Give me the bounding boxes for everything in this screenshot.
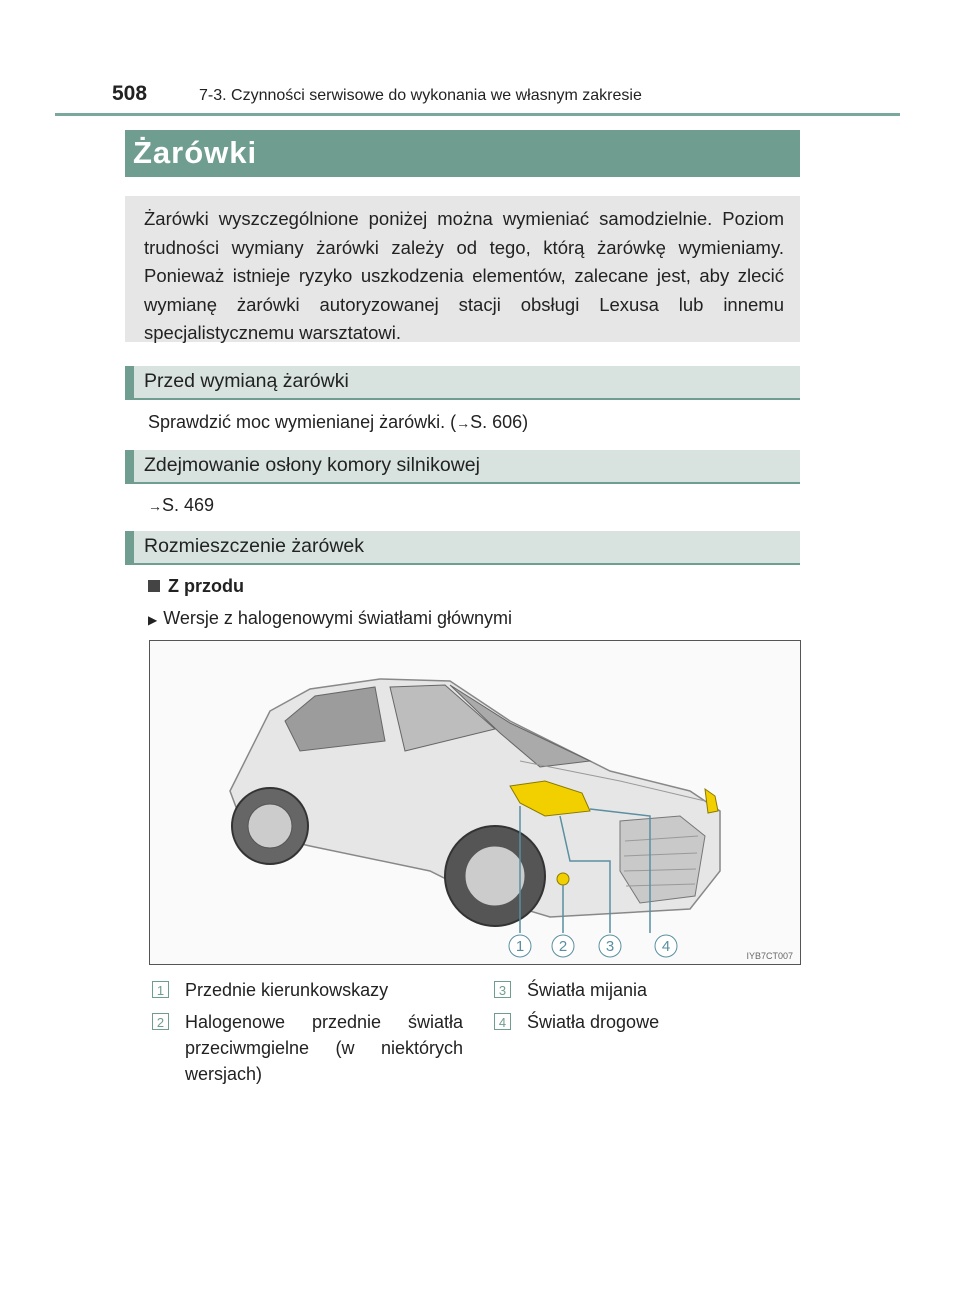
legend-badge-4: 4	[494, 1013, 511, 1030]
legend-badge-2: 2	[152, 1013, 169, 1030]
section-heading-label: Rozmieszczenie żarówek	[144, 535, 364, 557]
page-number: 508	[112, 82, 148, 105]
legend-text-1: Przednie kierunkowskazy	[185, 980, 389, 1000]
before-text-close: )	[522, 412, 529, 432]
intro-box	[125, 196, 800, 342]
variant-line	[148, 608, 512, 629]
before-text	[148, 412, 528, 433]
intro-text: Żarówki wyszczególnione poniżej można wymieniać samodzielnie. Poziom trudności wymiany żarówki zależy od tego, którą żarówkę wymieniamy. Ponieważ istnieje ryzyko uszkodzenia elementów, zalecane jest, aby zlecić wymianę żarówki autoryzowanej stacji obsługi Lexusa lub innemu specjalistycznemu warsztatowi.	[144, 208, 784, 343]
car-illustration	[149, 640, 801, 965]
subheading-front	[148, 576, 244, 597]
page-header	[112, 82, 712, 112]
section-heading-hood	[125, 450, 800, 484]
page-title: Żarówki	[133, 135, 258, 170]
section-heading-before	[125, 366, 800, 400]
legend-text-3: Światła mijania	[527, 980, 648, 1000]
page-ref-link[interactable]: S. 606	[470, 412, 523, 432]
page-ref-link[interactable]: S. 469	[162, 495, 215, 515]
callout-1: 1	[515, 938, 525, 955]
variant-text: Wersje z halogenowymi światłami głównymi	[163, 608, 513, 628]
chapter-title: 7-3. Czynności serwisowe do wykonania we własnym zakresie	[199, 87, 642, 104]
arrow-icon: →	[148, 498, 162, 514]
legend-text-4: Światła drogowe	[527, 1012, 660, 1032]
callout-3: 3	[605, 938, 615, 955]
legend-text-2: Halogenowe przednie światła przeciwmgielne (w niektórych wersjach)	[185, 1012, 463, 1084]
subheading-text: Z przodu	[168, 576, 244, 596]
header-rule	[55, 113, 900, 116]
illustration-code: IYB7CT007	[746, 951, 793, 961]
legend-badge-3: 3	[494, 981, 511, 998]
arrow-icon: →	[456, 415, 471, 431]
callout-4: 4	[661, 938, 671, 955]
section-heading-layout	[125, 531, 800, 565]
square-bullet-icon	[148, 580, 160, 592]
before-text-main: Sprawdzić moc wymienianej żarówki. (	[148, 412, 457, 432]
section-heading-label: Przed wymianą żarówki	[144, 370, 349, 392]
legend-badge-1: 1	[152, 981, 169, 998]
triangle-bullet-icon: ▶	[148, 613, 158, 627]
car-drawing	[150, 641, 800, 964]
callout-2: 2	[558, 938, 568, 955]
section-heading-label: Zdejmowanie osłony komory silnikowej	[144, 454, 480, 476]
title-bar	[125, 130, 800, 177]
hood-ref	[148, 495, 214, 516]
